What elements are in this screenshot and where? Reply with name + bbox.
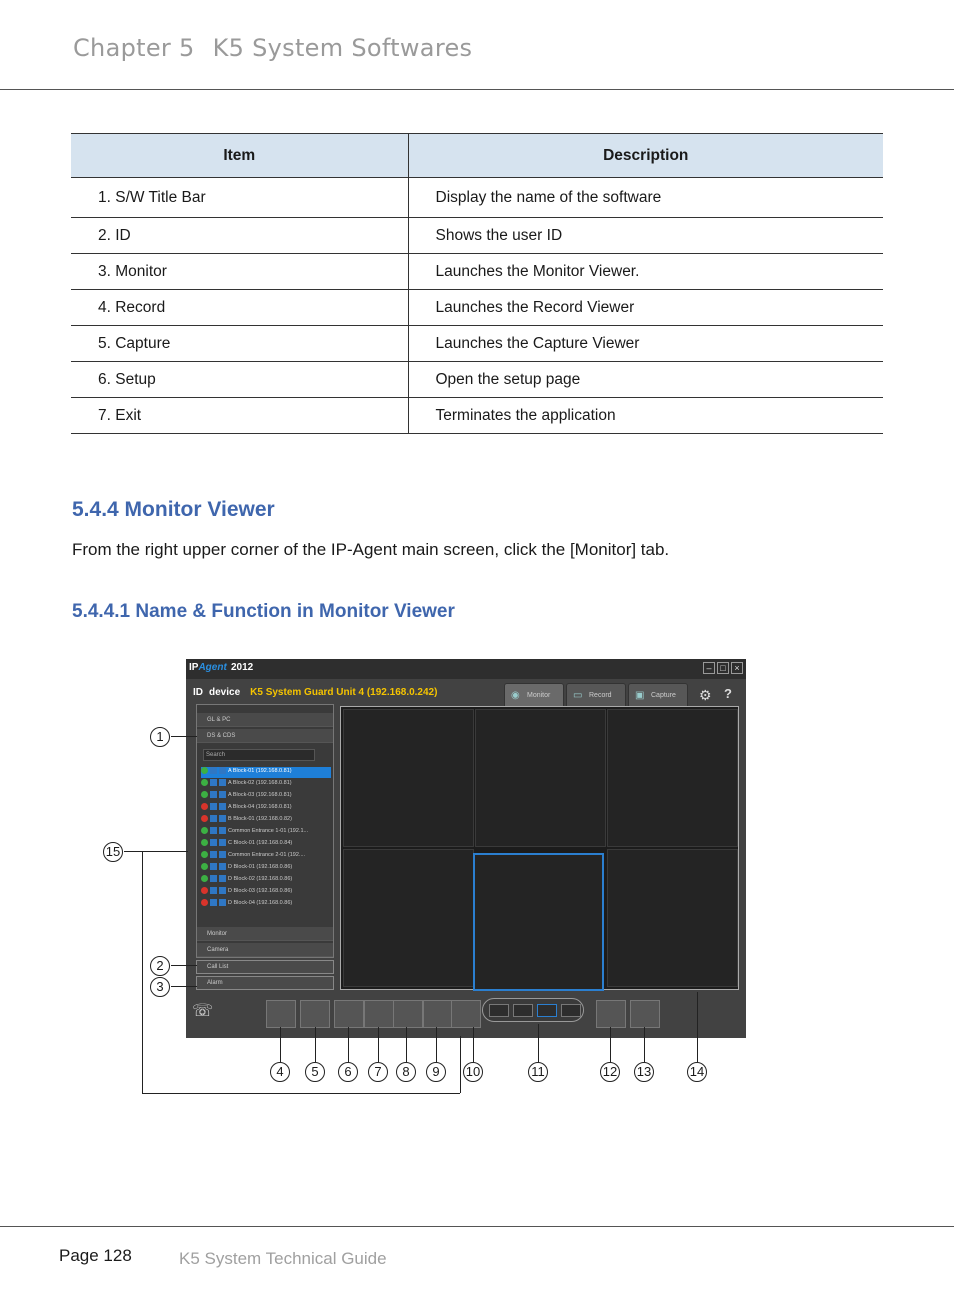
toolbar-button-10[interactable] bbox=[451, 1000, 481, 1028]
toolbar-button-13[interactable] bbox=[630, 1000, 660, 1028]
leader-line-7 bbox=[378, 1027, 379, 1062]
intercom-icon bbox=[219, 791, 226, 798]
toolbar-button-12[interactable] bbox=[596, 1000, 626, 1028]
device-list-item[interactable] bbox=[201, 899, 331, 910]
table-cell-item: 7. Exit bbox=[71, 398, 408, 434]
table-cell-item: 4. Record bbox=[71, 290, 408, 326]
tab-record-label: Record bbox=[589, 692, 612, 699]
device-name: D Block-01 (192.168.0.86) bbox=[228, 863, 293, 870]
intercom-icon bbox=[219, 827, 226, 834]
callout-13: 13 bbox=[634, 1062, 654, 1082]
callout-15: 15 bbox=[103, 842, 123, 862]
callout-1: 1 bbox=[150, 727, 170, 747]
table-cell-item: 5. Capture bbox=[71, 326, 408, 362]
callout-11: 11 bbox=[528, 1062, 548, 1082]
intercom-icon bbox=[219, 839, 226, 846]
tab-monitor[interactable] bbox=[504, 683, 564, 707]
leader-line-11 bbox=[538, 1024, 539, 1062]
table-cell-description: Open the setup page bbox=[408, 362, 883, 398]
layout-6-icon[interactable] bbox=[537, 1004, 557, 1017]
software-title-bar bbox=[186, 659, 746, 679]
status-dot-icon bbox=[201, 803, 208, 810]
leader-line-3 bbox=[171, 986, 197, 987]
device-name: D Block-02 (192.168.0.86) bbox=[228, 875, 293, 882]
camera-icon bbox=[210, 875, 217, 882]
device-name: C Block-01 (192.168.0.84) bbox=[228, 839, 293, 846]
table-cell-description: Launches the Record Viewer bbox=[408, 290, 883, 326]
toolbar-button-8[interactable] bbox=[393, 1000, 423, 1028]
gear-icon[interactable]: ⚙ bbox=[699, 687, 712, 703]
leader-line-6 bbox=[348, 1027, 349, 1062]
leader-line-4 bbox=[280, 1027, 281, 1062]
device-list-item[interactable] bbox=[201, 791, 331, 802]
layout-selector[interactable] bbox=[482, 998, 584, 1022]
callout-3: 3 bbox=[150, 977, 170, 997]
toolbar-button-7[interactable] bbox=[364, 1000, 394, 1028]
video-cell[interactable] bbox=[475, 709, 606, 847]
device-name: A Block-02 (192.168.0.81) bbox=[228, 779, 292, 786]
device-label: device bbox=[209, 687, 241, 698]
group-gl-pc[interactable]: GL & PC bbox=[197, 713, 333, 727]
group-monitor[interactable]: Monitor bbox=[197, 927, 333, 941]
device-list-item[interactable] bbox=[201, 815, 331, 826]
status-dot-icon bbox=[201, 899, 208, 906]
section-heading: 5.4.4 Monitor Viewer bbox=[72, 498, 275, 521]
intercom-icon bbox=[219, 899, 226, 906]
camera-icon bbox=[210, 779, 217, 786]
device-name: D Block-04 (192.168.0.86) bbox=[228, 899, 293, 906]
callout-7: 7 bbox=[368, 1062, 388, 1082]
subsection-heading: 5.4.4.1 Name & Function in Monitor Viewer bbox=[72, 601, 455, 622]
leader-line-14 bbox=[697, 992, 698, 1062]
leader-line-13 bbox=[644, 1027, 645, 1062]
tab-record[interactable] bbox=[566, 683, 626, 707]
callout-14: 14 bbox=[687, 1062, 707, 1082]
toolbar-button-9[interactable] bbox=[423, 1000, 453, 1028]
toolbar-button-4[interactable] bbox=[266, 1000, 296, 1028]
page-number: Page 128 bbox=[59, 1246, 132, 1265]
table-cell-description: Launches the Monitor Viewer. bbox=[408, 254, 883, 290]
call-list-bar[interactable]: Call List bbox=[196, 960, 334, 974]
video-cell[interactable] bbox=[343, 709, 474, 847]
alarm-bar[interactable]: Alarm bbox=[196, 976, 334, 990]
callout-8: 8 bbox=[396, 1062, 416, 1082]
table-cell-item: 1. S/W Title Bar bbox=[71, 178, 408, 218]
table-cell-description: Shows the user ID bbox=[408, 218, 883, 254]
device-name: B Block-01 (192.168.0.82) bbox=[228, 815, 292, 822]
maximize-icon[interactable]: □ bbox=[717, 662, 729, 674]
leader-line-2 bbox=[171, 965, 197, 966]
table-row bbox=[71, 398, 883, 434]
table-cell-item: 6. Setup bbox=[71, 362, 408, 398]
camera-icon bbox=[210, 767, 217, 774]
section-paragraph: From the right upper corner of the IP-Agent main screen, click the [Monitor] tab. bbox=[72, 540, 670, 559]
camera-icon bbox=[210, 803, 217, 810]
leader-line-15-bottom bbox=[142, 1093, 460, 1094]
leader-line-15-down bbox=[142, 851, 143, 1093]
monitor-icon: ◉ bbox=[511, 690, 520, 701]
chapter-number: Chapter 5 bbox=[73, 34, 195, 62]
search-input[interactable]: Search bbox=[203, 749, 315, 761]
camera-icon bbox=[210, 851, 217, 858]
monitor-grid bbox=[340, 706, 739, 990]
group-camera[interactable]: Camera bbox=[197, 943, 333, 957]
record-icon: ▭ bbox=[573, 690, 583, 701]
status-dot-icon bbox=[201, 875, 208, 882]
callout-6: 6 bbox=[338, 1062, 358, 1082]
intercom-icon bbox=[219, 767, 226, 774]
table-cell-description: Display the name of the software bbox=[408, 178, 883, 218]
intercom-icon bbox=[219, 863, 226, 870]
device-name: A Block-04 (192.168.0.81) bbox=[228, 803, 292, 810]
monitor-viewer-screenshot bbox=[186, 659, 746, 1038]
leader-line-1 bbox=[171, 736, 197, 737]
column-header-item: Item bbox=[71, 134, 408, 178]
item-description-table bbox=[71, 133, 883, 434]
callout-4: 4 bbox=[270, 1062, 290, 1082]
device-name: A Block-01 (192.168.0.81) bbox=[228, 767, 292, 774]
device-list-item[interactable] bbox=[201, 839, 331, 850]
app-logo-ip: IP bbox=[189, 662, 199, 673]
device-list-item[interactable] bbox=[201, 779, 331, 790]
intercom-icon bbox=[219, 803, 226, 810]
minimize-icon[interactable]: – bbox=[703, 662, 715, 674]
chapter-header bbox=[73, 34, 472, 62]
device-list-item[interactable] bbox=[201, 767, 331, 778]
tab-capture-label: Capture bbox=[651, 692, 676, 699]
callout-10: 10 bbox=[463, 1062, 483, 1082]
video-cell-selected[interactable] bbox=[473, 853, 604, 991]
device-name: Common Entrance 2-01 (192.... bbox=[228, 851, 306, 858]
table-row bbox=[71, 218, 883, 254]
id-bar bbox=[193, 687, 437, 698]
status-dot-icon bbox=[201, 851, 208, 858]
device-list-item[interactable] bbox=[201, 863, 331, 874]
device-name: Common Entrance 1-01 (192.1... bbox=[228, 827, 309, 834]
leader-line-8 bbox=[406, 1027, 407, 1062]
layout-4-icon[interactable] bbox=[513, 1004, 533, 1017]
leader-line-15-up bbox=[460, 1036, 461, 1093]
header-divider bbox=[0, 89, 954, 90]
table-header-row bbox=[71, 134, 883, 178]
leader-line-9 bbox=[436, 1027, 437, 1062]
table-row bbox=[71, 254, 883, 290]
video-cell[interactable] bbox=[607, 709, 738, 847]
device-list-item[interactable] bbox=[201, 827, 331, 838]
camera-icon bbox=[210, 899, 217, 906]
callout-12: 12 bbox=[600, 1062, 620, 1082]
table-cell-item: 3. Monitor bbox=[71, 254, 408, 290]
callout-5: 5 bbox=[305, 1062, 325, 1082]
camera-icon bbox=[210, 839, 217, 846]
intercom-icon bbox=[219, 887, 226, 894]
status-dot-icon bbox=[201, 767, 208, 774]
status-dot-icon bbox=[201, 779, 208, 786]
bottom-toolbar bbox=[186, 995, 746, 1038]
close-icon[interactable]: × bbox=[731, 662, 743, 674]
table-row bbox=[71, 326, 883, 362]
tab-capture[interactable] bbox=[628, 683, 688, 707]
toolbar-button-5[interactable] bbox=[300, 1000, 330, 1028]
status-dot-icon bbox=[201, 827, 208, 834]
column-header-description: Description bbox=[408, 134, 883, 178]
app-logo-agent: Agent bbox=[198, 662, 227, 673]
leader-line-5 bbox=[315, 1027, 316, 1062]
toolbar-button-6[interactable] bbox=[334, 1000, 364, 1028]
table-row bbox=[71, 290, 883, 326]
status-dot-icon bbox=[201, 815, 208, 822]
group-ds-cds[interactable]: DS & CDS bbox=[197, 729, 333, 743]
layout-9-icon[interactable] bbox=[561, 1004, 581, 1017]
status-dot-icon bbox=[201, 791, 208, 798]
status-dot-icon bbox=[201, 863, 208, 870]
app-year: 2012 bbox=[231, 662, 254, 673]
table-cell-item: 2. ID bbox=[71, 218, 408, 254]
intercom-icon bbox=[219, 851, 226, 858]
leader-line-15 bbox=[124, 851, 188, 852]
intercom-icon bbox=[219, 875, 226, 882]
footer-divider bbox=[0, 1226, 954, 1227]
table-cell-description: Terminates the application bbox=[408, 398, 883, 434]
table-row bbox=[71, 178, 883, 218]
intercom-icon bbox=[219, 815, 226, 822]
tab-monitor-label: Monitor bbox=[527, 692, 551, 699]
camera-icon bbox=[210, 863, 217, 870]
status-dot-icon bbox=[201, 887, 208, 894]
device-list-item[interactable] bbox=[201, 887, 331, 898]
camera-icon bbox=[210, 827, 217, 834]
guide-title: K5 System Technical Guide bbox=[179, 1249, 387, 1268]
callout-2: 2 bbox=[150, 956, 170, 976]
device-list-item[interactable] bbox=[201, 803, 331, 814]
capture-icon: ▣ bbox=[635, 690, 645, 701]
system-text: K5 System Guard Unit 4 (192.168.0.242) bbox=[250, 687, 438, 698]
video-cell[interactable] bbox=[343, 849, 474, 987]
phone-icon[interactable]: ☏ bbox=[192, 1001, 214, 1020]
callout-9: 9 bbox=[426, 1062, 446, 1082]
camera-icon bbox=[210, 815, 217, 822]
camera-icon bbox=[210, 791, 217, 798]
camera-icon bbox=[210, 887, 217, 894]
device-list-item[interactable] bbox=[201, 875, 331, 886]
device-list-panel bbox=[196, 704, 334, 958]
leader-line-10 bbox=[473, 1027, 474, 1062]
table-cell-description: Launches the Capture Viewer bbox=[408, 326, 883, 362]
video-cell[interactable] bbox=[607, 849, 738, 987]
device-list-item[interactable] bbox=[201, 851, 331, 862]
help-icon[interactable]: ? bbox=[724, 686, 732, 701]
table-row bbox=[71, 362, 883, 398]
intercom-icon bbox=[219, 779, 226, 786]
status-dot-icon bbox=[201, 839, 208, 846]
id-label: ID bbox=[193, 687, 203, 698]
leader-line-12 bbox=[610, 1027, 611, 1062]
device-name: A Block-03 (192.168.0.81) bbox=[228, 791, 292, 798]
chapter-title: K5 System Softwares bbox=[212, 34, 473, 62]
app-logo bbox=[189, 662, 227, 673]
layout-1-icon[interactable] bbox=[489, 1004, 509, 1017]
device-name: D Block-03 (192.168.0.86) bbox=[228, 887, 293, 894]
